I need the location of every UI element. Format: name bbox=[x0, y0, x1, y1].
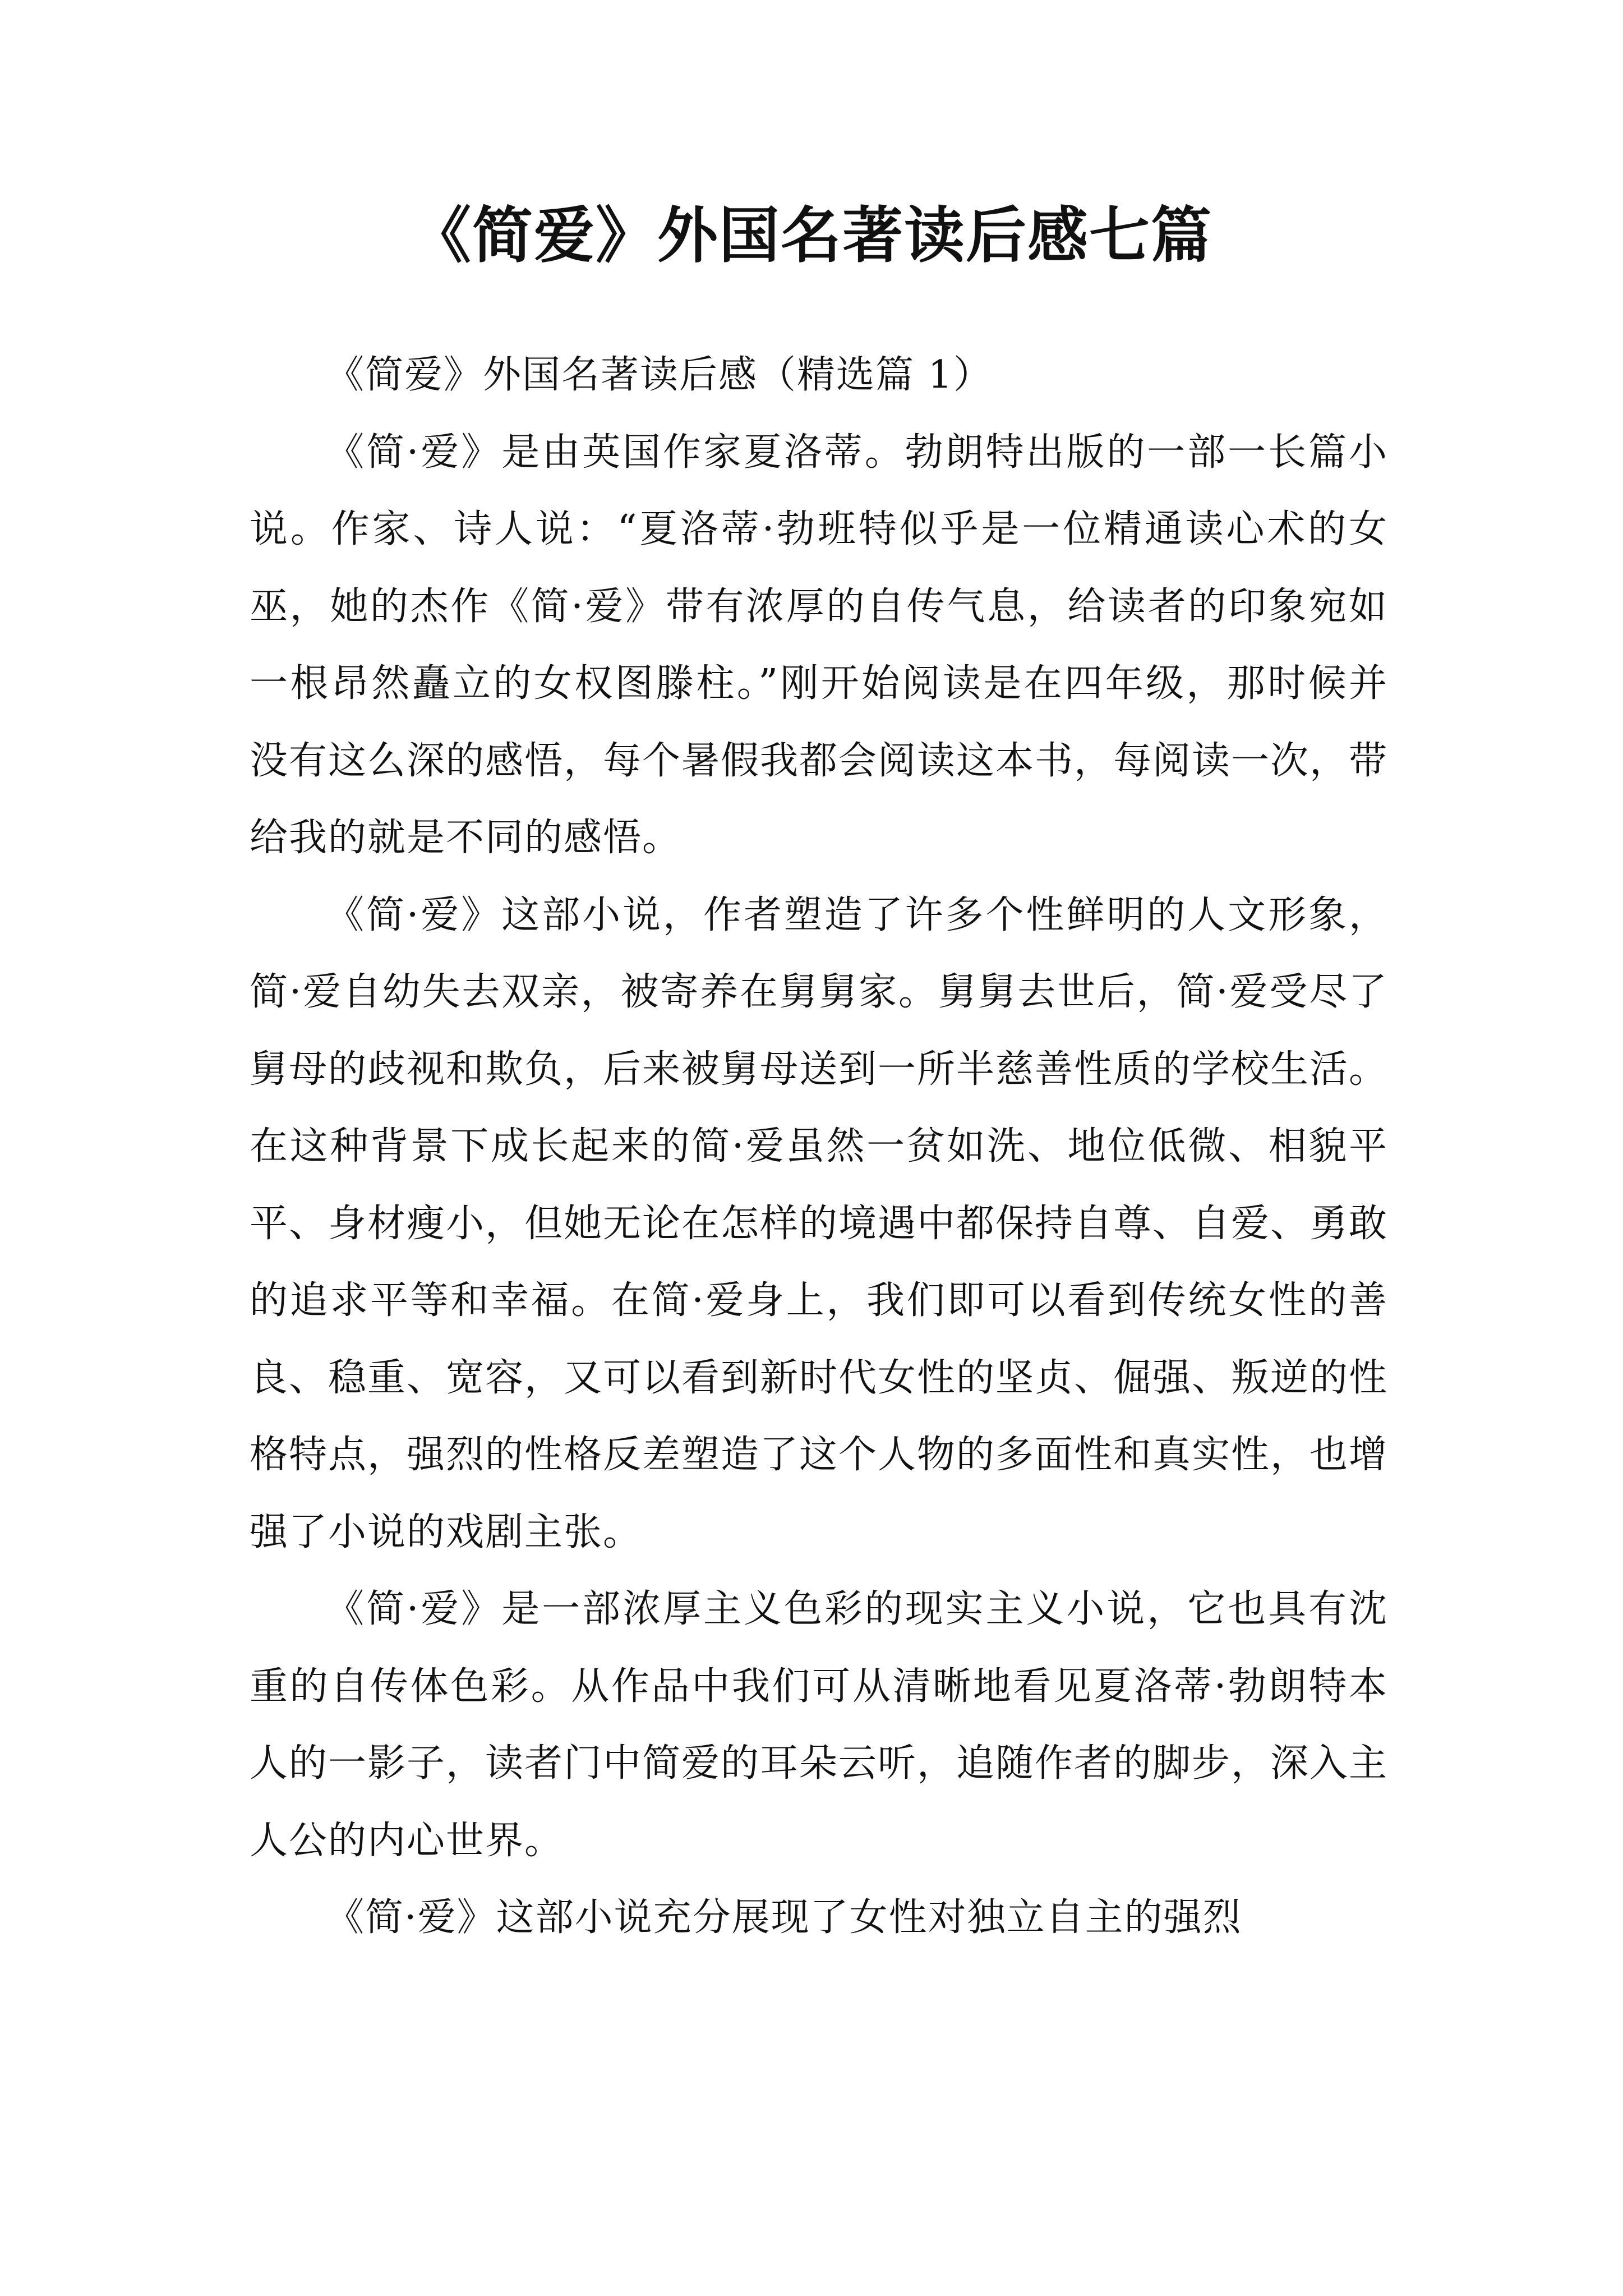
document-body bbox=[250, 337, 1388, 1957]
paragraph-4: 《简·爱》这部小说充分展现了女性对独立自主的强烈 bbox=[326, 1895, 1242, 1940]
section-heading: 《简爱》外国名著读后感（精选篇 1） bbox=[326, 353, 993, 397]
document-title: 《简爱》外国名著读后感七篇 bbox=[410, 200, 1212, 271]
paragraph-1: 《简·爱》是由英国作家夏洛蒂。勃朗特出版的一部一长篇小说。作家、诗人说：“夏洛蒂·勃班特似乎是一位精通读心术的女巫，她的杰作《简·爱》带有浓厚的自传气息，给读者的印象宛如一根昂然矗立的女权图滕柱。”刚开始阅读是在四年级，那时候并没有这么深的感悟，每个暑假我都会阅读这本书，每阅读一次，带给我的就是不同的感悟。 bbox=[250, 430, 1389, 860]
paragraph-3: 《简·爱》是一部浓厚主义色彩的现实主义小说，它也具有沈重的自传体色彩。从作品中我们可从清晰地看见夏洛蒂·勃朗特本人的一影子，读者门中简爱的耳朵云听，追随作者的脚步，深入主人公的内心世界。 bbox=[250, 1587, 1389, 1863]
paragraph-2: 《简·爱》这部小说，作者塑造了许多个性鲜明的人文形象，简·爱自幼失去双亲，被寄养在舅舅家。舅舅去世后，简·爱受尽了舅母的歧视和欺负，后来被舅母送到一所半慈善性质的学校生活。在这种背景下成长起来的简·爱虽然一贫如洗、地位低微、相貌平平、身材瘦小，但她无论在怎样的境遇中都保持自尊、自爱、勇敢的追求平等和幸福。在简·爱身上，我们即可以看到传统女性的善良、稳重、宽容，又可以看到新时代女性的坚贞、倔强、叛逆的性格特点，强烈的性格反差塑造了这个人物的多面性和真实性，也增强了小说的戏剧主张。 bbox=[250, 892, 1389, 1554]
